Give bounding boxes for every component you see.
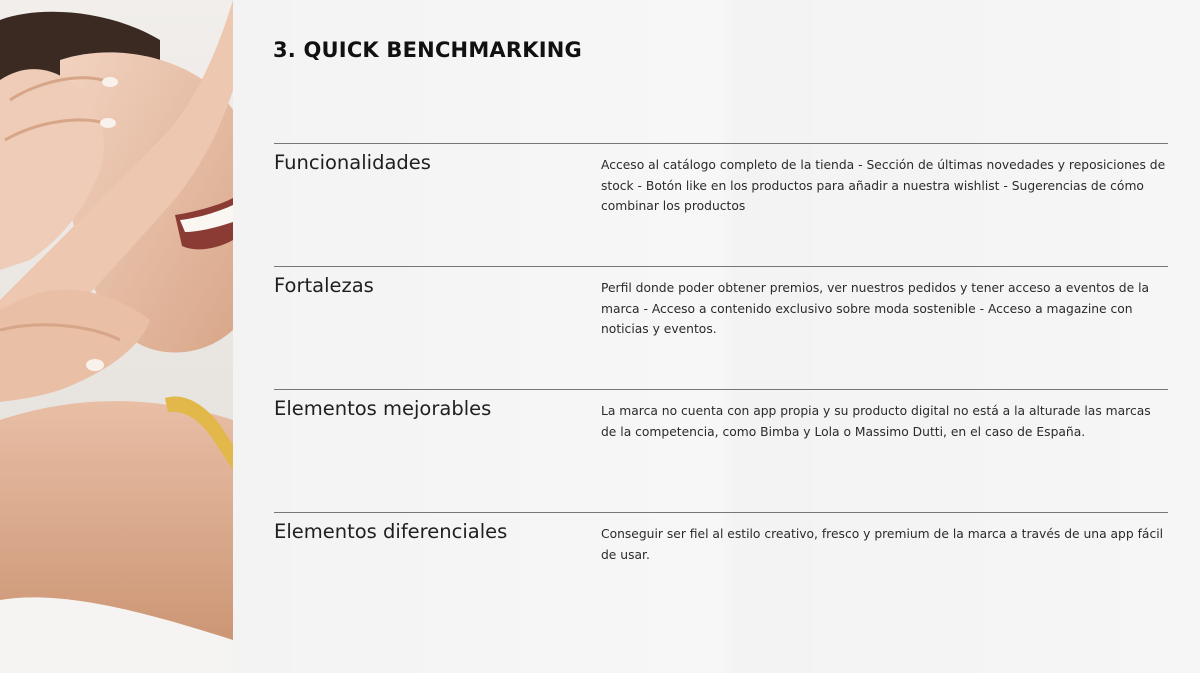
slide-title: 3. QUICK BENCHMARKING xyxy=(273,38,582,62)
row-label: Elementos mejorables xyxy=(274,397,492,420)
hero-photo xyxy=(0,0,233,673)
benchmark-slide xyxy=(233,0,1200,673)
row-label: Fortalezas xyxy=(274,274,374,297)
row-description: Perfil donde poder obtener premios, ver nuestros pedidos y tener acceso a eventos de la marca - Acceso a contenido exclusivo sobre moda sostenible - Acceso a magazine con noticias y eventos. xyxy=(601,281,1150,336)
benchmark-row-fortalezas xyxy=(274,266,1168,389)
woman-smiling-photo-illustration xyxy=(0,0,233,673)
benchmark-row-elementos-mejorables xyxy=(274,389,1168,512)
row-description: Acceso al catálogo completo de la tienda - Sección de últimas novedades y reposiciones de stock - Botón like en los productos para añadir a nuestra wishlist - Sugerencias de cómo combinar los productos xyxy=(601,158,1166,213)
benchmark-table xyxy=(274,143,1168,635)
row-description: La marca no cuenta con app propia y su producto digital no está a la alturade las marcas de la competencia, como Bimba y Lola o Massimo Dutti, en el caso de España. xyxy=(601,404,1151,439)
benchmark-row-funcionalidades xyxy=(274,143,1168,266)
row-description: Conseguir ser fiel al estilo creativo, fresco y premium de la marca a través de una app fácil de usar. xyxy=(601,527,1164,562)
row-label: Funcionalidades xyxy=(274,151,431,174)
row-label: Elementos diferenciales xyxy=(274,520,508,543)
benchmark-row-elementos-diferenciales xyxy=(274,512,1168,635)
